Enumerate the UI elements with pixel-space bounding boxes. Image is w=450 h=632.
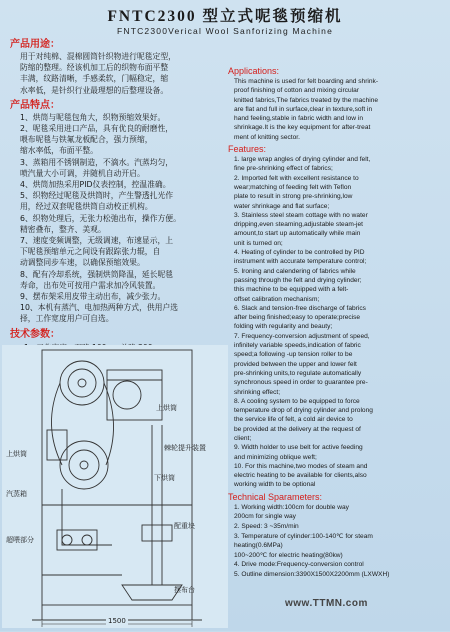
tech-en-line: 100~200℃ for electric heating(80kw): [234, 551, 343, 559]
feature-en-line: offset calibration mechanism;: [234, 295, 320, 303]
feature-line: 5、织物经过呢毯及烘筒时，产生警透扎光作: [20, 191, 174, 201]
features-heading: 产品特点：: [10, 99, 60, 111]
applications-line: shrinkage.It is the key equipment for after-treat: [234, 124, 371, 132]
feature-en-line: infinitely variable speeds,indication of fabric: [234, 342, 361, 350]
feature-en-line: 6. Slack and tension-free discharge of fabrics: [234, 304, 366, 312]
tech-en-line: heating(0.6MPa): [234, 542, 283, 550]
feature-en-line: client;: [234, 434, 252, 442]
watermark: www.TTMN.com: [285, 598, 368, 609]
label-counterweight: 配重块: [174, 522, 195, 530]
label-overfeed: 超喂部分: [6, 536, 34, 544]
tech-en-list: [228, 503, 446, 580]
feature-en-line: after being finished;easy to operate;precise: [234, 314, 361, 322]
feature-line: 择，工作宽度用户可自选。: [20, 314, 114, 324]
tech-en-line: 5. Outline dimension:3390X1500X2200mm (LXWXH): [234, 570, 390, 578]
feature-en-line: synchronous speed in order to guarantee pre-: [234, 379, 368, 387]
feature-en-line: passing through the felt and drying cylinder;: [234, 276, 362, 284]
feature-line: 1、烘筒与呢毯包角大，织物预缩效果好。: [20, 112, 166, 122]
feature-line: 10、本机有蒸汽、电加热两种方式，供用户选: [20, 303, 179, 313]
feature-en-line: 8. A cooling system to be equipped to force: [234, 397, 360, 405]
feature-en-line: pre-shrinking units,to regulate automatically: [234, 369, 362, 377]
usage-line: 防缩的整理。经该机加工后的织物布面平整: [20, 63, 169, 73]
feature-line: 精密叠布，整齐、美观。: [20, 224, 106, 234]
label-lower-drum: 下烘筒: [154, 474, 175, 482]
feature-en-line: and minimizing oblique weft;: [234, 453, 317, 461]
feature-en-line: provided between the upper and lower felt: [234, 360, 357, 368]
tech-heading: 技术参数：: [10, 328, 60, 340]
english-column: [228, 66, 446, 580]
feature-line: 4、烘筒加热采用PID仪表控制，控温准确。: [20, 180, 171, 190]
feature-line: 缩水率低，布面平整。: [20, 146, 98, 156]
applications-text: [228, 77, 446, 142]
label-ratchet: 棘轮提升装置: [164, 444, 206, 452]
applications-line: proof finishing of cotton and mixing circular: [234, 87, 359, 95]
feature-en-line: the service life of felt, a cold air device to: [234, 416, 353, 424]
page-title: FNTC2300 型立式呢毯预缩机: [107, 8, 343, 25]
feature-en-line: 4. Heating of cylinder to be controlled by PID: [234, 249, 365, 257]
feature-en-line: 10. For this machine,two modes of steam and: [234, 462, 368, 470]
tech-en-line: 2. Speed: 3 ~35m/min: [234, 522, 299, 530]
feature-line: 喂布呢毯与铁氟龙板配合，强力预缩，: [20, 135, 153, 145]
tech-en-line: 1. Working width:100cm for double way: [234, 503, 349, 511]
feature-en-line: amount,to start up automatically while main: [234, 230, 361, 238]
feature-line: 喷汽量大小可调，并随机自动开启。: [20, 168, 145, 178]
usage-line: 丰满，纹路清晰，手感柔软，门幅稳定，缩: [20, 74, 169, 84]
feature-en-line: water shrinkage and flat surface;: [234, 202, 330, 210]
applications-line: ment of knitting sector.: [234, 133, 300, 141]
feature-en-line: 7. Frequency-conversion adjustment of speed,: [234, 332, 370, 340]
label-top-drum: 上烘筒: [156, 404, 177, 412]
applications-line: knitted fabrics,The fabrics treated by the machine: [234, 96, 379, 104]
label-steam-box: 汽蒸箱: [6, 490, 27, 498]
feature-en-line: electric heating to be available for clients,also: [234, 472, 367, 480]
label-dimension: 1500: [108, 617, 126, 625]
label-upper-drum: 上烘筒: [6, 450, 27, 458]
tech-en-line: 3. Temperature of cylinder:100-140℃ for steam: [234, 532, 373, 540]
feature-en-line: working width to be optional: [234, 481, 316, 489]
feature-line: 6、织物处理后，无张力松弛出布，操作方便。: [20, 213, 181, 223]
feature-en-line: folding with regularity and beauty;: [234, 323, 333, 331]
feature-en-line: 2. Imported felt with excellent resistance to: [234, 174, 359, 182]
label-swing-table: 摆布台: [174, 586, 195, 594]
feature-line: 下呢毯预缩单元之间设有跟踪张力辊，自: [20, 247, 161, 257]
feature-en-line: 5. Ironing and calendering of fabrics while: [234, 267, 356, 275]
usage-line: 水率低，是针织行业最理想的后整理设备。: [20, 85, 169, 95]
feature-line: 8、配有冷却系统，强制烘筒降温，延长呢毯: [20, 269, 174, 279]
applications-line: hand feeling,stable in fabric width and low in: [234, 115, 364, 123]
usage-line: 用于对纯棉、混棉圆筒针织物进行呢毯定型，: [20, 52, 176, 61]
usage-heading: 产品用途：: [10, 39, 60, 50]
feature-line: 用，经过双套呢毯烘筒自动校正机构。: [20, 202, 153, 212]
feature-en-line: 9. Width holder to use belt for active feeding: [234, 444, 363, 452]
feature-en-line: plate to result in strong pre-shrinking,low: [234, 193, 353, 201]
feature-en-line: speed;a following -up tension roller to be: [234, 351, 353, 359]
applications-heading: Applications:: [228, 66, 280, 76]
feature-en-line: fine pre-shrinking effect of fabrics;: [234, 165, 333, 173]
applications-line: This machine is used for felt boarding and shrink-: [234, 78, 379, 85]
feature-line: 动调整同步车速，以确保预缩效果。: [20, 258, 145, 268]
feature-en-line: instrument with accurate temperature control;: [234, 258, 367, 266]
feature-en-line: temperature drop of drying cylinder and prolong: [234, 407, 373, 415]
feature-en-line: this machine to be equipped with a felt-: [234, 286, 349, 294]
feature-line: 2、呢毯采用进口产品，具有优良的耐磨性，: [20, 124, 174, 134]
tech-en-heading: Technical Sparameters:: [228, 491, 323, 502]
feature-en-line: 1. large wrap angles of drying cylinder and felt,: [234, 156, 371, 164]
features-en-heading: Features:: [228, 144, 267, 155]
feature-line: 3、蒸箱用不锈钢制造，不滴水。汽蒸均匀，: [20, 157, 174, 167]
feature-line: 9、摆布架采用皮带主动出布，减少张力。: [20, 292, 166, 302]
feature-en-line: shrinking effect;: [234, 388, 281, 396]
machine-diagram: [2, 345, 228, 628]
feature-en-line: 3. Stainless steel steam cottage with no water: [234, 211, 368, 219]
feature-en-line: unit is turned on;: [234, 239, 283, 247]
tech-en-line: 200cm for single way: [234, 513, 296, 521]
feature-en-line: be provided at the delivery at the request of: [234, 425, 361, 433]
features-en-list: [228, 155, 446, 490]
features-list: [4, 112, 226, 325]
tech-en-line: 4. Drive mode:Frequency-conversion control: [234, 561, 364, 569]
page-subtitle: FNTC2300Verical Wool Sanforizing Machine: [116, 26, 334, 36]
feature-en-line: dripping,even steaming,adjustable steam-jet: [234, 221, 364, 229]
usage-text: [4, 51, 226, 96]
applications-line: are flat and full in surface,clear in texture,soft in: [234, 105, 373, 113]
feature-line: 7、速度变频调整，无级调速，布速显示，上: [20, 236, 174, 246]
feature-en-line: wear;matching of feeding felt with Teflon: [234, 183, 352, 191]
feature-line: 寿命，出布处可按用户需求加冷风装置。: [20, 280, 161, 290]
